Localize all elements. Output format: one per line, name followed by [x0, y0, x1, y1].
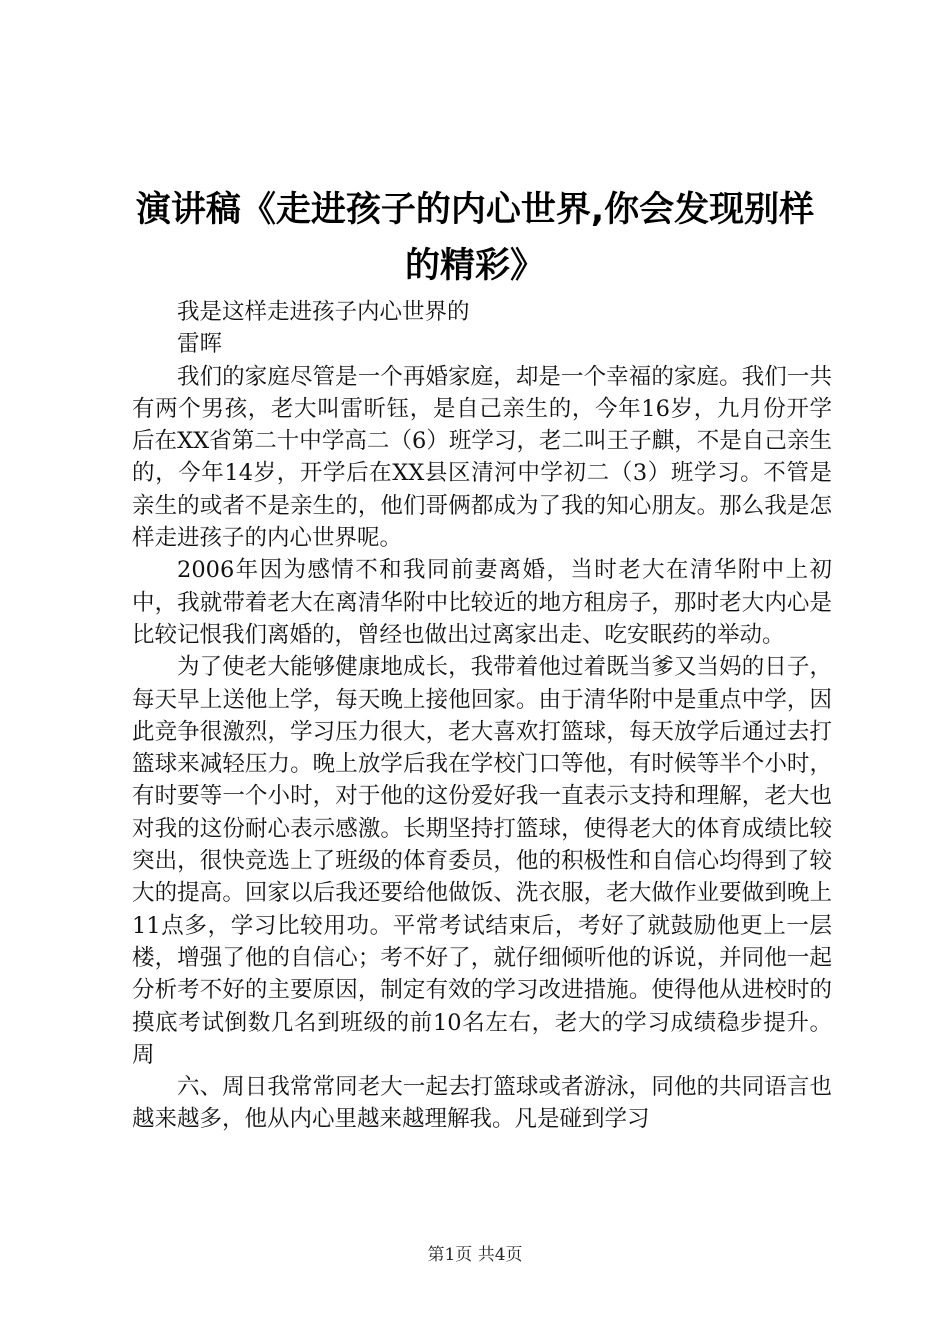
paragraph: 为了使老大能够健康地成长，我带着他过着既当爹又当妈的日子，每天早上送他上学，每天晚上接他回家。由于清华附中是重点中学，因此竞争很激烈，学习压力很大，老大喜欢打篮球，每天放学后通过去打篮球来减轻压力。晚上放学后我在学校门口等他，有时候等半个小时，有时要等一个小时，对于他的这份爱好我一直表示支持和理解，老大也对我的这份耐心表示感激。长期坚持打篮球，使得老大的体育成绩比较突出，很快竞选上了班级的体育委员，他的积极性和自信心均得到了较大的提高。回家以后我还要给他做饭、洗衣服，老大做作业要做到晚上11点多，学习比较用功。平常考试结束后，考好了就鼓励他更上一层楼，增强了他的自信心；考不好了，就仔细倾听他的诉说，并同他一起分析考不好的主要原因，制定有效的学习改进措施。使得他从进校时的摸底考试倒数几名到班级的前10名左右，老大的学习成绩稳步提升。周	[132, 654, 832, 1068]
author-line: 雷晖	[177, 331, 223, 358]
subtitle-line: 我是这样走进孩子内心世界的	[177, 299, 470, 325]
document-title: 演讲稿《走进孩子的内心世界,你会发现别样的精彩》	[135, 190, 815, 286]
paragraph: 2006年因为感情不和我同前妻离婚，当时老大在清华附中上初中，我就带着老大在离清华附中比较近的地方租房子，那时老大内心是比较记恨我们离婚的，曾经也做出过离家出走、吃安眠药的举动。	[132, 557, 832, 648]
paragraph: 我们的家庭尽管是一个再婚家庭，却是一个幸福的家庭。我们一共有两个男孩，老大叫雷昕钰，是自己亲生的，今年16岁，九月份开学后在XX省第二十中学高二（6）班学习，老二叫王子麒，不是自己亲生的，今年14岁，开学后在XX县区清河中学初二（3）班学习。不管是亲生的或者不是亲生的，他们哥俩都成为了我的知心朋友。那么我是怎样走进孩子的内心世界呢。	[132, 363, 832, 552]
page-number: 第1页 共4页	[427, 1245, 523, 1265]
document-body	[132, 296, 832, 1136]
paragraph: 六、周日我常常同老大一起去打篮球或者游泳，同他的共同语言也越来越多，他从内心里越来越理解我。凡是碰到学习	[132, 1074, 832, 1133]
